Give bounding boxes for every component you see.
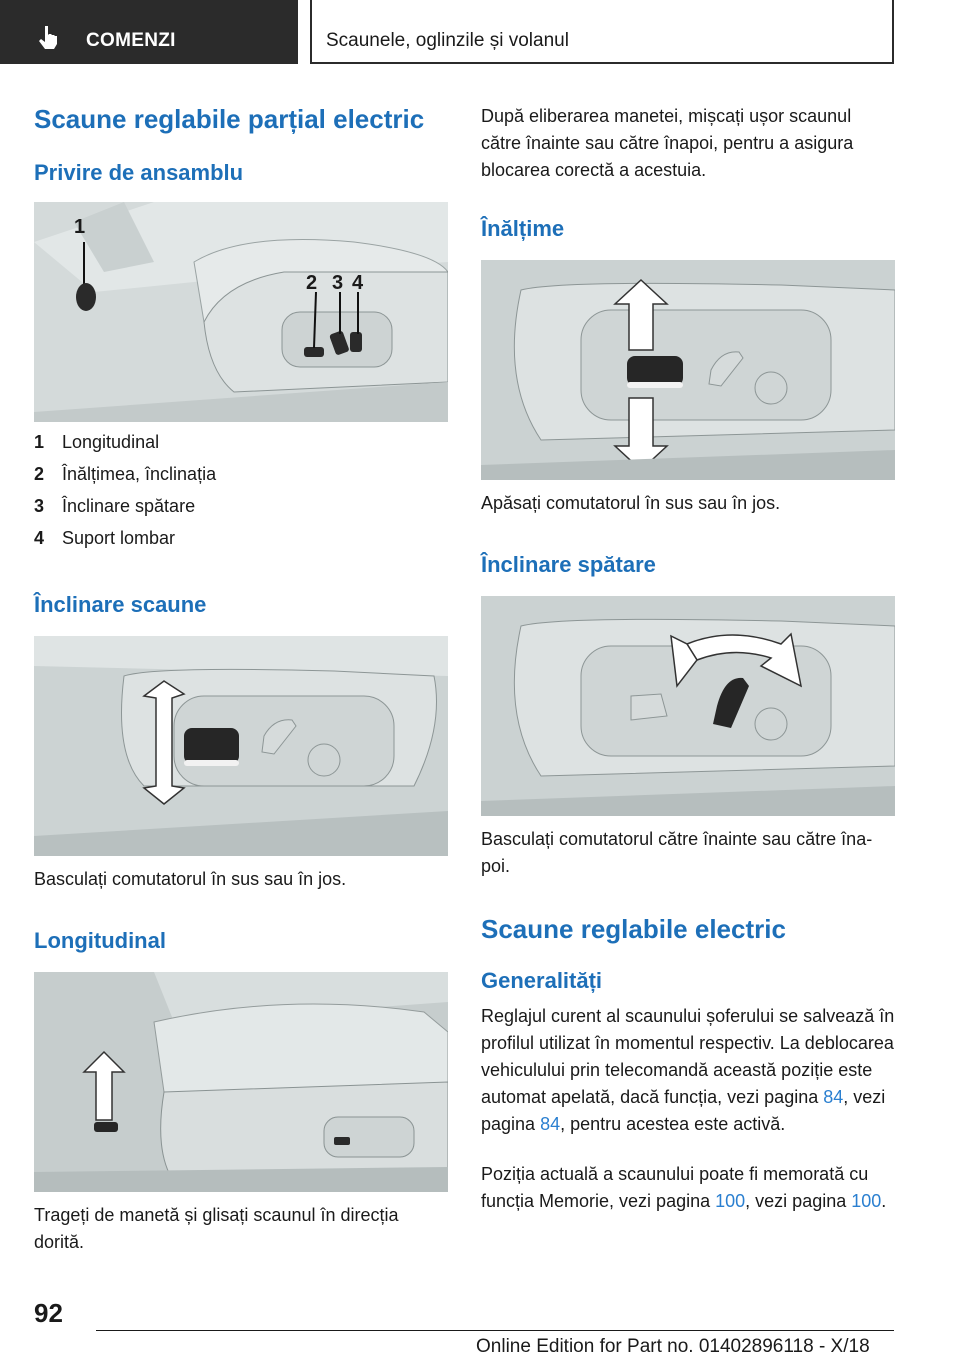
general-p2-text-a: Poziția actuală a scaunului poate fi memorată cu funcția Memorie, vezi pagina xyxy=(481,1164,869,1211)
overview-legend xyxy=(34,432,434,560)
section-title-electric: Scaune reglabile electric xyxy=(481,914,786,944)
heading-general: Generalități xyxy=(481,968,603,993)
general-p1-text-b: , vezi pagina xyxy=(481,1087,886,1134)
legend-item xyxy=(34,496,434,528)
heading-height: Înălțime xyxy=(481,216,565,241)
height-illustration xyxy=(481,260,895,480)
section-header-label: Scaunele, oglinzile și volanul xyxy=(326,30,569,51)
page-number: 92 xyxy=(34,1298,63,1328)
seat-overview-illustration xyxy=(34,202,448,422)
backrest-tilt-text: Basculați comutatorul către înainte sau către înapoi. xyxy=(481,829,873,876)
general-p1-text-c: , pentru acestea este activă. xyxy=(560,1114,786,1134)
legend-number: 1 xyxy=(34,432,45,452)
heading-backrest-tilt: Înclinare spătare xyxy=(481,552,656,577)
hand-pointer-icon xyxy=(36,24,62,50)
intro-text: După eliberarea manetei, mișcați ușor scaunul către înainte sau către înapoi, pentru a asigura blocarea corectă a acestuia. xyxy=(481,106,854,180)
chapter-tab[interactable] xyxy=(0,0,298,64)
footer-divider xyxy=(96,1330,894,1331)
backrest-tilt-illustration xyxy=(481,596,895,816)
legend-item xyxy=(34,528,434,560)
general-paragraph-2 xyxy=(481,1161,895,1215)
legend-number: 2 xyxy=(34,464,45,484)
footer-edition: Online Edition for Part no. 01402896118 - X/18 xyxy=(476,1336,870,1357)
heading-overview: Privire de ansamblu xyxy=(34,160,244,185)
heading-longitudinal: Longitudinal xyxy=(34,928,166,953)
general-p2-text-b: , vezi pagina xyxy=(745,1191,852,1211)
callout-4: 4 xyxy=(352,272,364,294)
heading-seat-tilt: Înclinare scaune xyxy=(34,592,207,617)
page-link-84[interactable]: 84 xyxy=(540,1114,561,1134)
legend-text: Suport lombar xyxy=(62,528,176,548)
legend-text: Înălțimea, înclinația xyxy=(62,464,217,484)
page-link-100[interactable]: 100 xyxy=(851,1191,882,1211)
legend-item xyxy=(34,432,434,464)
section-title-partial-electric: Scaune reglabile parțial electric xyxy=(34,104,425,134)
general-p1-text-a: Reglajul curent al scaunului șoferului se salvează în profilul utilizat în momentul respectiv. La deblocarea vehiculului prin telecomandă această poziție este automat apelată, dacă funcția, vezi pagina xyxy=(481,1006,895,1107)
seat-tilt-illustration xyxy=(34,636,448,856)
legend-item xyxy=(34,464,434,496)
longitudinal-illustration xyxy=(34,972,448,1192)
chapter-tab-label: COMENZI xyxy=(86,30,176,51)
callout-1: 1 xyxy=(74,216,86,238)
page-link-84[interactable]: 84 xyxy=(823,1087,844,1107)
longitudinal-text: Trageți de manetă și glisați scaunul în direcția dorită. xyxy=(34,1205,399,1252)
legend-number: 4 xyxy=(34,528,45,548)
legend-text: Înclinare spătare xyxy=(62,496,196,516)
general-paragraph-1 xyxy=(481,1003,895,1138)
page-link-100[interactable]: 100 xyxy=(715,1191,746,1211)
seat-tilt-text: Basculați comutatorul în sus sau în jos. xyxy=(34,869,347,889)
legend-number: 3 xyxy=(34,496,45,516)
height-text: Apăsați comutatorul în sus sau în jos. xyxy=(481,493,781,513)
section-header xyxy=(310,0,894,64)
legend-text: Longitudinal xyxy=(62,432,160,452)
callout-2: 2 xyxy=(306,272,318,294)
callout-3: 3 xyxy=(332,272,344,294)
general-p2-text-c: . xyxy=(881,1191,887,1211)
